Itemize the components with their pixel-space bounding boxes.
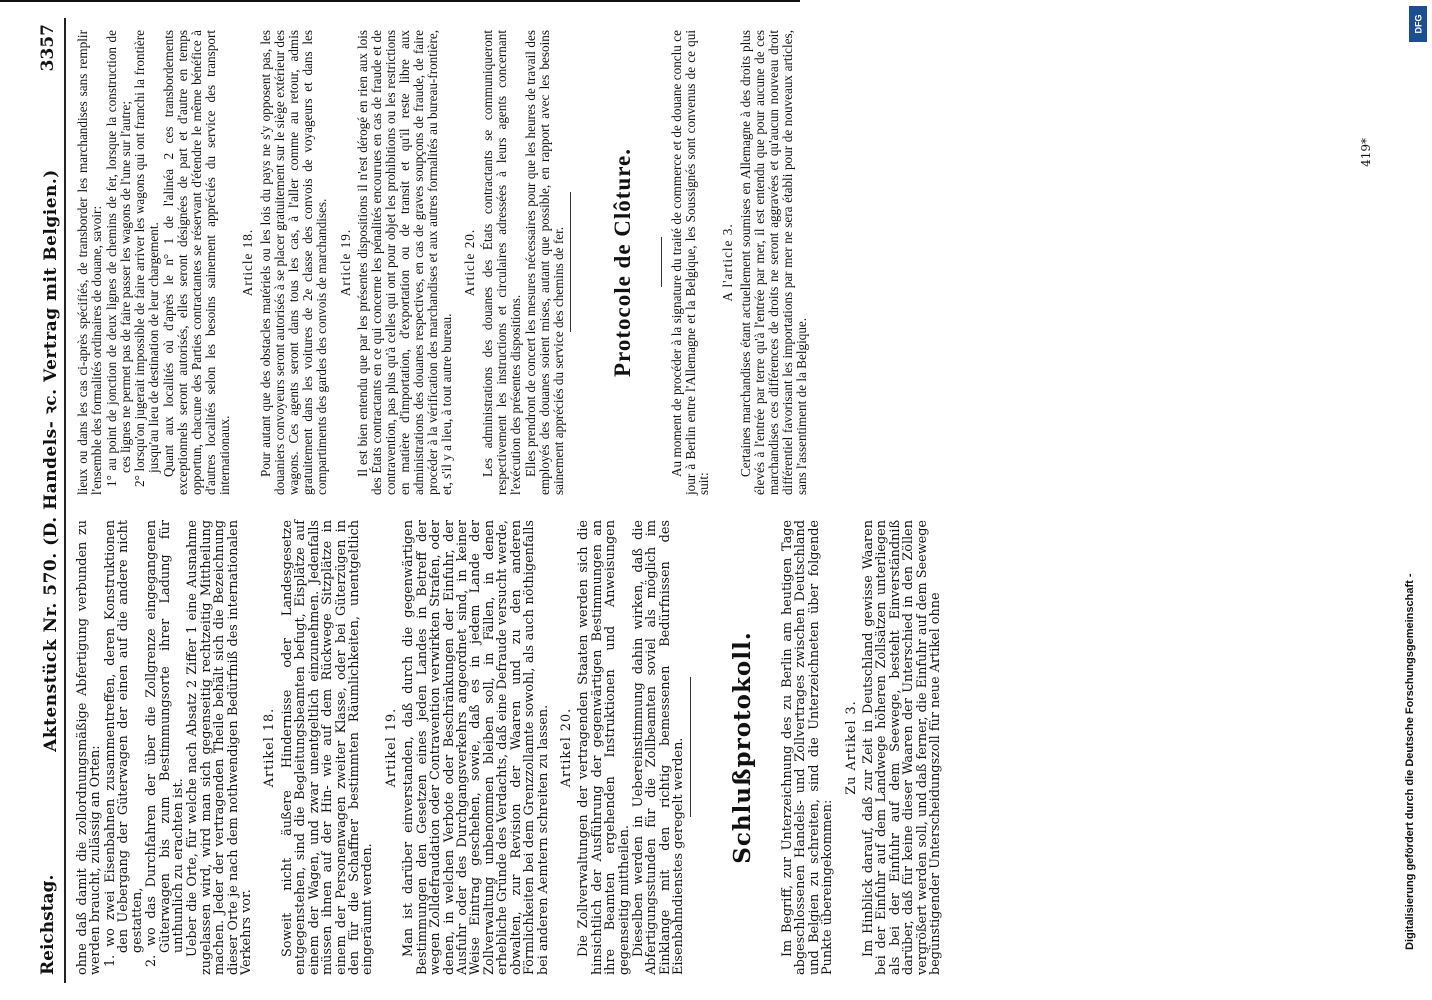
german-column bbox=[76, 520, 944, 975]
french-paragraph: Au moment de procéder à la signature du traité de commerce et de douane conclu ce jour à Berlin entre l'Allemagne et la Belgique, les Soussignés sont convenus de ce qui suit: bbox=[668, 29, 712, 495]
german-paragraph: Soweit nicht äußere Hindernisse oder Landesgesetze entgegenstehen, sind die Begleitungsbeamten befugt, Eisplätze auf einem der Wagen, und zwar unentgeltlich einzunehmen. Jedenfalls müssen ihnen auf der Hin- wie auf dem Rückwege Sitzplätze in einem der Personenwagen zweiter Klasse, oder bei Güterzügen in den für die Schaffner bestimmten Räumlichkeiten, unentgeltlich eingeräumt werden. bbox=[279, 519, 376, 975]
article-heading: Article 18. bbox=[240, 228, 256, 296]
french-list-item: 1° au point de jonction de deux lignes de chemins de fer, lorsque la construction de ces lignes ne permet pas de faire passer les wagons de l'une sur l'autre; bbox=[103, 29, 133, 487]
page-number: 3357 bbox=[38, 23, 58, 71]
article-heading: Artikel 20. bbox=[558, 707, 574, 787]
german-paragraph: Man ist darüber einverstanden, daß durch die gegenwärtigen Bestimmungen den Gesetzen eines jeden Landes in Betreff der wegen Zolldefraudation oder Contravention verwirkten Strafen, oder denen, in welchen Verbote oder Beschränkungen der Einfuhr, der Ausfuhr oder des Durchgangsverkehrs angeordnet sind, in keiner Weise Eintrag geschehen, sowie, daß es in jedem Lande der Zollverwaltung unbenommen bleiben soll, in Fällen, in denen erhebliche Gründe des Verdachts, daß eine Defraude versucht werde, obwalten, zur Revision der Waaren und zu den anderen Förmlichkeiten bei dem Grenzzollamte sowohl, als auch nöthigenfalls bei anderen Aemtern schreiten zu lassen. bbox=[401, 519, 551, 975]
header-title: Aktenstück Nr. 570. (D. Handels- ꝛc. Vertrag mit Belgien.) bbox=[41, 168, 61, 752]
french-paragraph: Pour autant que des obstacles matériels ou les lois du pays ne s'y opposent pas, les douaniers convoyeurs seront autorisés à se placer gratuitement sur le siège extérieur des wagons. Ces agents seront dans tous les cas, à l'aller comme au retour, admis gratuitement dans les voitures de 2e classe des convois de voyageurs et dans les compartiments des gardes des convois de marchandises. bbox=[258, 29, 329, 495]
article-heading: Artikel 19. bbox=[383, 707, 399, 787]
title-rule bbox=[661, 237, 662, 287]
article-heading: Zu Artikel 3. bbox=[843, 699, 859, 795]
german-paragraph: Dieselben werden in Uebereinstimmung dahin wirken, daß die Abfertigungsstunden für die Zollbeamten soviel als möglich im Einklange mit den richtig bemessenen Bedürfnissen des Eisenbahndienstes geregelt werden. bbox=[631, 519, 687, 975]
german-paragraph: Im Hinblick darauf, daß zur Zeit in Deutschland gewisse Waaren bei der Einfuhr auf dem Landwege höheren Zollsätzen unterliegen als bei der Einfuhr auf dem Seewege, besteht Einverständniß darüber, daß für keine dieser Waaren der Unterschied in den Zöllen vergrößert werden soll, und daß ferner, die Einfuhr auf dem Seewege begünstigender Unterscheidungszoll für neue Artikel ohne bbox=[860, 519, 944, 975]
french-list-item: 2° lorsqu'on jugerait impossible de faire arriver les wagons qui ont franchi la frontière jusqu'au lieu de destination de leur chargement. bbox=[132, 29, 162, 487]
german-list-item: 2. wo das Durchfahren der über die Zollgrenze eingegangenen Güterwagen bis zum Bestimmungsorte ihrer Ladung für unthunlich zu erachten ist. bbox=[144, 519, 186, 967]
article-heading: Article 19. bbox=[337, 228, 353, 296]
french-paragraph: Certaines marchandises étant actuellement soumises en Allemagne à des droits plus élevés à l'entrée par terre qu'à l'entrée par mer, il est entendu que pour aucune de ces marchandises ces différences de droits ne seront aggravées et qu'aucun nouveau droit différentiel favorisant les importations par mer ne sera établi pour de nouveaux articles, sans l'assentiment de la Belgique. bbox=[738, 29, 809, 495]
french-paragraph: Quant aux localités où d'après le n° 1 de l'alinéa 2 ces transbordements exceptionnels seront autorisés, elles seront désignées de part et d'autre en temps opportun, chacune des Parties contractantes se réservant d'étendre le même bénéfice à d'autres localités selon les besoins sainement appréciés du service des transport internationaux. bbox=[161, 29, 232, 495]
french-column bbox=[76, 30, 809, 495]
scan-edge-line bbox=[0, 0, 800, 2]
section-title: Schlußprotokoll. bbox=[728, 630, 756, 864]
french-paragraph: Les administrations des douanes des États contractants se communiqueront respectivement les instructions et circulaires adressées à leurs agents concernant l'exécution des présentes dispositions. bbox=[480, 29, 524, 495]
header-rule bbox=[64, 18, 66, 983]
section-divider bbox=[570, 192, 571, 332]
german-paragraph: Die Zollverwaltungen der vertragenden Staaten werden sich die hinsichtlich der Ausführung der gegenwärtigen Bestimmungen an ihre Beamten ergehenden Instruktionen und Anweisungen gegenseitig mittheilen. bbox=[576, 519, 632, 975]
dfg-logo bbox=[1409, 6, 1427, 42]
german-paragraph: ohne daß damit die zollordnungsmäßige Abfertigung verbunden zu werden braucht, zulässig an Orten: bbox=[75, 519, 104, 975]
section-title: Protocole de Clôture. bbox=[609, 147, 635, 377]
signature-mark: 419* bbox=[1359, 137, 1373, 167]
rotated-document-page bbox=[32, 18, 1377, 983]
section-divider bbox=[690, 677, 691, 817]
article-heading: Artikel 18. bbox=[262, 707, 278, 787]
credit-text: Digitalisierung gefördert durch die Deutsche Forschungsgemeinschaft - bbox=[1404, 573, 1416, 950]
dfg-logo-text: DFG bbox=[1413, 14, 1423, 34]
article-heading: A l'article 3. bbox=[720, 222, 736, 302]
french-paragraph: lieux ou dans les cas ci-après spécifiés, de transborder les marchandises sans remplir l'ensemble des formalités ordinaires de douane, savoir: bbox=[75, 29, 104, 495]
header-left: Reichstag. bbox=[38, 874, 58, 975]
article-heading: Article 20. bbox=[462, 228, 478, 296]
french-paragraph: Il est bien entendu que par les présentes dispositions il n'est dérogé en rien aux lois des États contractants en ce qui concerne les pénalités encourues en cas de fraude et de contravention, pas plus qu'à celles qui ont pour objet les prohibitions ou les restrictions en matière d'importation, d'exportation ou de transit et qu'il reste libre aux administrations des douanes respectives, en cas de graves soupçons de fraude, de faire procéder à la vérification des marchandises et aux autres formalités au bureau-frontière, et, s'il y a lieu, à tout autre bureau. bbox=[355, 29, 454, 495]
german-list-item: 1. wo zwei Eisenbahnen zusammentreffen, deren Konstruktionen den Uebergang der Güterwagen der einen auf die andere nicht gestatten, bbox=[102, 519, 145, 967]
german-paragraph: Ueber die Orte, für welche nach Absatz 2 Ziffer 1 eine Ausnahme zugelassen wird, wird man sich gegenseitig rechtzeitig Mittheilung machen. Jeder der vertragenden Theile behält sich die Bezeichnung dieser Orte je nach dem nothwendigen Bedürfniß des internationalen Verkehrs vor. bbox=[185, 519, 255, 975]
german-paragraph: Im Begriff, zur Unterzeichnung des zu Berlin am heutigen Tage abgeschlossenen Handels- und Zollvertrages zwischen Deutschland und Belgien zu schreiten, sind die Unterzeichneten über folgende Punkte übereingekommen: bbox=[779, 519, 836, 975]
french-paragraph: Elles prendront de concert les mesures nécessaires pour que les heures de travail des employés des douanes soient mises, autant que possible, en rapport avec les besoins sainement appréciés du service des chemins de fer. bbox=[522, 29, 566, 495]
page-header bbox=[32, 18, 66, 983]
